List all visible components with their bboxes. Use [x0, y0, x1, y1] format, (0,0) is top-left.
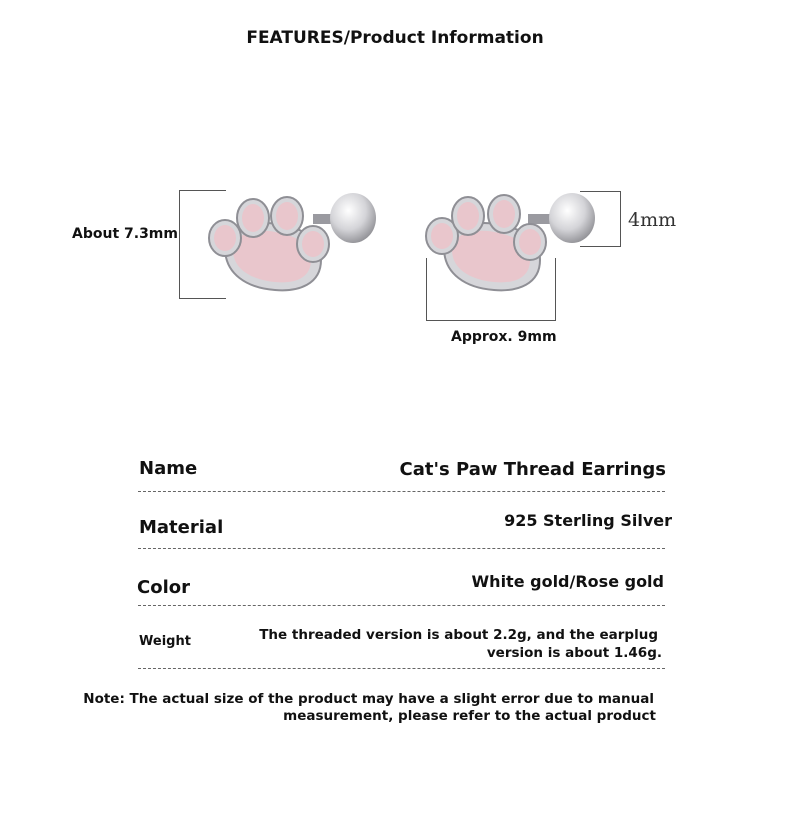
note-line2: measurement, please refer to the actual product — [283, 708, 656, 724]
spec-label-material: Material — [139, 517, 224, 538]
width-dimension-label: Approx. 9mm — [451, 329, 557, 345]
spec-value-name: Cat's Paw Thread Earrings — [399, 459, 666, 480]
divider — [138, 605, 665, 606]
divider — [138, 491, 665, 492]
divider — [138, 548, 665, 549]
spec-value-weight-line1: The threaded version is about 2.2g, and the earplug — [259, 627, 658, 643]
note-line1: Note: The actual size of the product may have a slight error due to manual — [83, 691, 654, 707]
divider — [138, 668, 665, 669]
ball-dimension-label: 4mm — [628, 209, 677, 231]
spec-value-weight-line2: version is about 1.46g. — [486, 645, 662, 661]
width-dimension-box — [426, 258, 556, 321]
spec-label-weight: Weight — [139, 634, 191, 649]
height-dimension-box — [179, 190, 226, 299]
spec-label-name: Name — [139, 458, 198, 479]
height-dimension-label: About 7.3mm — [72, 226, 178, 242]
ball-dimension-box — [580, 191, 621, 247]
spec-label-color: Color — [137, 577, 190, 598]
page-title: FEATURES/Product Information — [246, 28, 544, 48]
spec-value-material: 925 Sterling Silver — [504, 511, 672, 530]
spec-value-color: White gold/Rose gold — [471, 572, 664, 591]
